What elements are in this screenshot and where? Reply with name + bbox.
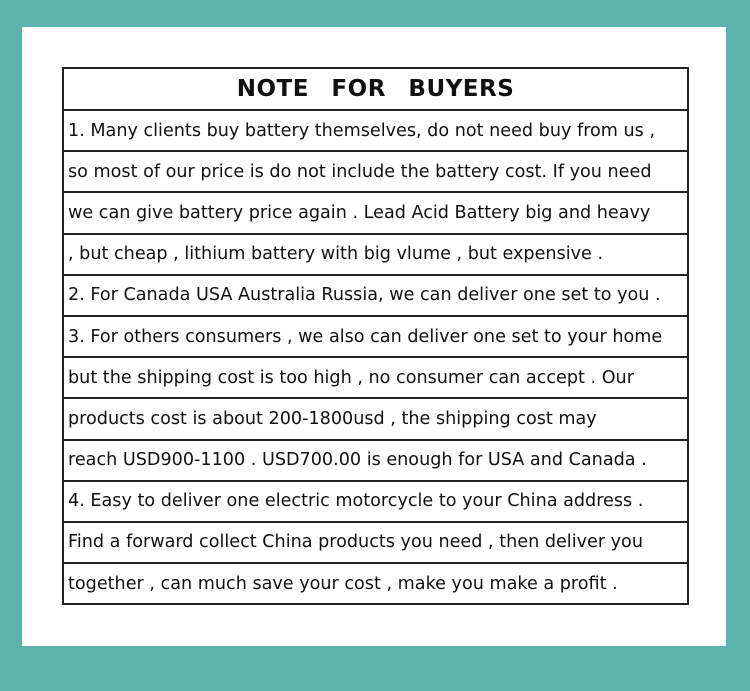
content-panel xyxy=(22,27,726,646)
note-line: , but cheap , lithium battery with big vlume , but expensive . xyxy=(64,233,687,274)
note-table xyxy=(62,67,689,605)
note-line: so most of our price is do not include the battery cost. If you need xyxy=(64,150,687,191)
note-title: NOTE FOR BUYERS xyxy=(236,76,515,102)
note-line: 2. For Canada USA Australia Russia, we can deliver one set to you . xyxy=(64,274,687,315)
note-line: 1. Many clients buy battery themselves, do not need buy from us , xyxy=(64,109,687,150)
note-line: we can give battery price again . Lead Acid Battery big and heavy xyxy=(64,191,687,232)
note-line: but the shipping cost is too high , no consumer can accept . Our xyxy=(64,356,687,397)
note-line: 3. For others consumers , we also can deliver one set to your home xyxy=(64,315,687,356)
note-line: products cost is about 200-1800usd , the shipping cost may xyxy=(64,397,687,438)
note-line: together , can much save your cost , make you make a profit . xyxy=(64,562,687,603)
note-line: Find a forward collect China products you need , then deliver you xyxy=(64,521,687,562)
note-line: reach USD900-1100 . USD700.00 is enough for USA and Canada . xyxy=(64,439,687,480)
note-line: 4. Easy to deliver one electric motorcycle to your China address . xyxy=(64,480,687,521)
